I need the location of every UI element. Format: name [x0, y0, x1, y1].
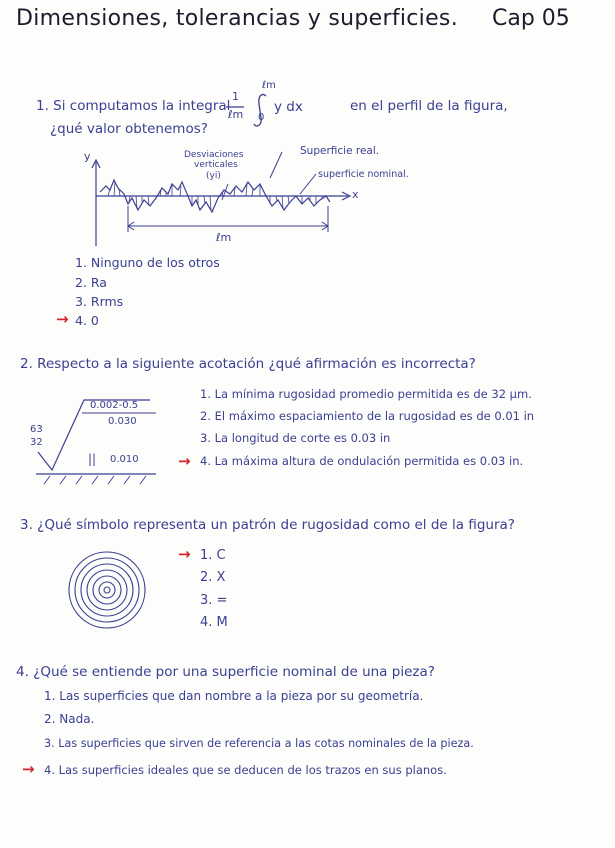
- q1-text-a: 1. Si computamos la integral: [36, 98, 231, 114]
- q1-integrand: y dx: [274, 99, 303, 115]
- q2-fig-63: 63: [30, 424, 43, 435]
- q4-option-1: 1. Las superficies que dan nombre a la pieza por su geometría.: [44, 689, 424, 703]
- q1-option-1: 1. Ninguno de los otros: [75, 255, 220, 270]
- answer-arrow-icon: →: [178, 545, 191, 563]
- q1-int-lower: 0: [258, 112, 265, 123]
- q1-superficie-nominal: superficie nominal.: [318, 169, 409, 180]
- q1-option-3: 3. Rrms: [75, 294, 124, 309]
- q3-option-1: 1. C: [200, 548, 226, 563]
- q2-option-2: 2. El máximo espaciamiento de la rugosidad es de 0.01 in: [200, 409, 535, 423]
- q1-int-upper: ℓm: [262, 80, 276, 91]
- q1-superficie-real: Superficie real.: [300, 145, 380, 157]
- q1-option-4: 4. 0: [75, 313, 99, 328]
- q1-option-2: 2. Ra: [75, 275, 107, 290]
- page-title: Dimensiones, tolerancias y superficies.: [16, 6, 458, 31]
- answer-arrow-icon: →: [56, 310, 69, 328]
- q1-x-axis-label: x: [352, 188, 359, 201]
- q1-frac-num: 1: [232, 90, 239, 103]
- q4-option-3: 3. Las superficies que sirven de referencia a las cotas nominales de la pieza.: [44, 737, 474, 750]
- q1-length-label: ℓm: [216, 231, 232, 244]
- q2-fig-lay: ||: [88, 452, 97, 466]
- q1-frac-den: ℓm: [228, 108, 244, 121]
- answer-arrow-icon: →: [22, 760, 35, 778]
- chapter-label: Cap 05: [492, 6, 570, 31]
- q2-option-1: 1. La mínima rugosidad promedio permitida es de 32 µm.: [200, 387, 532, 401]
- q2-text: 2. Respecto a la siguiente acotación ¿qué afirmación es incorrecta?: [20, 356, 476, 372]
- q2-fig-top: 0.002-0.5: [90, 400, 139, 411]
- q3-option-4: 4. M: [200, 615, 228, 630]
- q2-fig-mid: 0.030: [108, 416, 137, 427]
- q1-text-c: ¿qué valor obtenemos?: [50, 121, 208, 137]
- q1-desviaciones-3: (yi): [206, 171, 221, 181]
- q2-option-3: 3. La longitud de corte es 0.03 in: [200, 431, 391, 445]
- q1-desviaciones-2: verticales: [194, 160, 238, 170]
- q1-y-axis-label: y: [84, 150, 91, 163]
- q2-fig-32: 32: [30, 437, 43, 448]
- q3-option-3: 3. =: [200, 593, 228, 608]
- q4-option-2: 2. Nada.: [44, 712, 95, 726]
- q3-option-2: 2. X: [200, 570, 226, 585]
- q4-option-4: 4. Las superficies ideales que se deducen de los trazos en sus planos.: [44, 763, 447, 777]
- q3-text: 3. ¿Qué símbolo representa un patrón de rugosidad como el de la figura?: [20, 517, 515, 533]
- q4-text: 4. ¿Qué se entiende por una superficie nominal de una pieza?: [16, 664, 435, 680]
- q1-text-b: en el perfil de la figura,: [350, 98, 508, 114]
- answer-arrow-icon: →: [178, 452, 191, 470]
- q2-option-4: 4. La máxima altura de ondulación permitida es 0.03 in.: [200, 454, 524, 468]
- q1-desviaciones-1: Desviaciones: [184, 150, 244, 160]
- q2-fig-bottom: 0.010: [110, 454, 139, 465]
